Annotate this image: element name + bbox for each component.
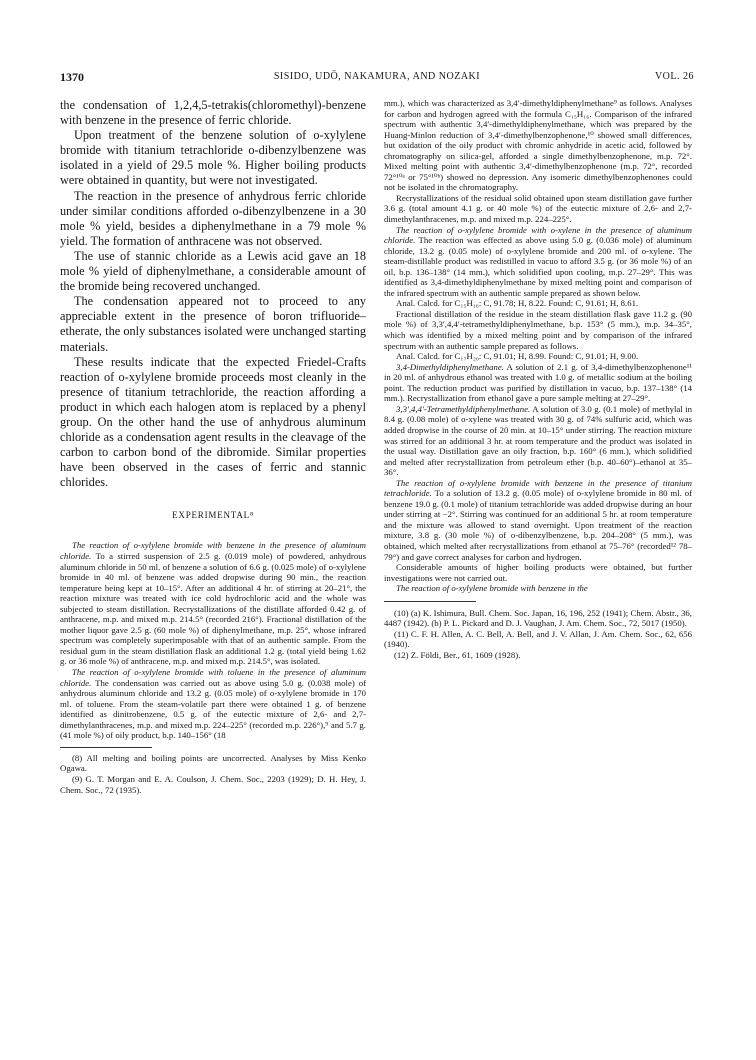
- paragraph-title: The reaction of o-xylylene bromide with benzene in the presence of titanium tetrachloride.: [384, 477, 692, 499]
- footnote: (9) G. T. Morgan and E. A. Coulson, J. Chem. Soc., 2203 (1929); D. H. Hey, J. Chem. Soc., 72 (1935).: [60, 774, 366, 795]
- experimental-paragraph: [384, 583, 692, 594]
- experimental-paragraph: Fractional distillation of the residue in the steam distillation flask gave 11.2 g. (90 mole %) of 3,3′,4,4′-tetramethyldiphenylmethane, b.p. 153° (5 mm.), m.p. 34–35°, which was identified by a mixed melting point and by comparison of the infrared spectrum with an authentic sample prepared as follows.: [384, 308, 692, 351]
- footnote: (11) C. F. H. Allen, A. C. Bell, A. Bell, and J. V. Allan, J. Am. Chem. Soc., 62, 656 (1940).: [384, 628, 692, 650]
- experimental-paragraph: [60, 667, 366, 741]
- page-header: [60, 70, 694, 86]
- footnote: (12) Z. Földi, Ber., 61, 1609 (1928).: [394, 650, 521, 661]
- experimental-paragraph: mm.), which was characterized as 3,4′-dimethyldiphenylmethane⁹ as follows. Analyses for carbon and hydrogen agreed with the formula C₁₅H₁₆. Comparison of the infrared spectrum with authentic 3,4′-dimethyldiphenylmethane, which was prepared by the Huang-Minlon reduction of 3,4′-dimethylbenzophenone,¹⁰ showed small differences, but oxidation of the oily product with chromic anhydride in acetic acid, followed by chromatography on silica-gel, afforded a single dimethylbenzophenone, m.p. 72°. Mixed melting point with authentic 3,4′-dimethylbenzophenone (m.p. 72°, recorded 72°¹⁰ᵃ or 75°¹⁰ᵇ) showed no depression. Any isomeric dimethylbenzophenones could not be isolated in the chromatography.: [384, 98, 692, 193]
- volume-label: VOL. 26: [654, 71, 694, 82]
- paragraph-title: 3,3′,4,4′-Tetramethyldiphenylmethane.: [396, 403, 531, 414]
- paragraph-body: To a stirred suspension of 2.5 g. (0.019 mole) of powdered, anhydrous aluminum chloride in 50 ml. of benzene a solution of 6.6 g. (0.025 mole) of o-xylylene bromide in 40 ml. of benzene was added dropwise during 90 min., the reaction temperature being kept at 10–15°. After an additional 4 hr. of stirring at 20–21°, the reaction mixture was treated with ice cold hydrochloric acid and the whole was subjected to steam distillation. Recrystallizations of the distillate afforded 0.42 g. of anthracene, m.p. and mixed m.p. 214.5° (recorded 216°). Fractional distillation of the mother liquor gave 2.5 g. (60 mole %) of diphenylmethane, m.p. 25°, whose infrared spectrum was completely superimposable with that of an authentic sample. From the residual gum in the steam distillation flask an additional 1.2 g. (total yield being 1.62 g. or 36 mole %) of anthracene, m.p. and mixed m.p. 214.5°, was isolated.: [60, 550, 366, 667]
- paragraph-body: The reaction was effected as above using 5.0 g. (0.036 mole) of aluminum chloride, 13.2 g. (0.05 mole) of o-xylylene bromide and 200 ml. of o-xylene. The steam-distillable product was redistilled in vacuo to afford 3.5 g. (or 36 mole %) of an oil, b.p. 136–138° (14 mm.), which solidified upon cooling, m.p. 27–29°. This was identified as 3,4-dimethyldiphenylmethane by mixed melting point and comparison of the infrared spectrum with an authentic sample prepared as shown below.: [384, 235, 692, 298]
- paragraph: The condensation appeared not to proceed to any appreciable extent in the presence of boron trifluoride–etherate, the only substances isolated were unchanged starting materials.: [60, 294, 366, 354]
- paragraph-title: The reaction of o-xylylene bromide with o-xylene in the presence of aluminum chloride.: [384, 224, 692, 246]
- experimental-paragraph: [60, 540, 366, 667]
- analysis-line: Anal. Calcd. for C₁₇H₂₀: C, 91.01; H, 8.99. Found: C, 91.01; H, 9.00.: [396, 351, 639, 362]
- footnote: (8) All melting and boiling points are uncorrected. Analyses by Miss Kenko Ogawa.: [60, 752, 366, 774]
- paragraph: These results indicate that the expected Friedel-Crafts reaction of o-xylylene bromide proceeds most cleanly in the presence of titanium tetrachloride, the reaction affording a product in which each halogen atom is replaced by a phenyl group. On the other hand the use of anhydrous aluminum chloride as a condensation agent results in the cleavage of the carbon to carbon bond of the dibromide. Similar properties have been observed in the cases of ferric and stannic chlorides.: [60, 354, 366, 490]
- footnote: (10) (a) K. Ishimura, Bull. Chem. Soc. Japan, 16, 196, 252 (1941); Chem. Abstr., 36, 4487 (1942). (b) P. L. Pickard and D. J. Vaughan, J. Am. Chem. Soc., 72, 5017 (1950).: [384, 607, 692, 629]
- running-title: SISIDO, UDŌ, NAKAMURA, AND NOZAKI: [273, 71, 481, 82]
- paragraph-body: A solution of 2.1 g. of 3,4-dimethylbenzophenone¹¹ in 20 ml. of anhydrous ethanol was treated with 1.0 g. of metallic sodium at the boiling point. The reduction product was purified by distillation in vacuo, b.p. 137–138° (14 mm.). Recrystallization from ethanol gave a pure sample melting at 27–29°.: [384, 361, 692, 404]
- page-number: 1370: [60, 70, 84, 84]
- paragraph-title: The reaction of o-xylylene bromide with toluene in the presence of aluminum chloride.: [60, 667, 366, 688]
- paragraph-body: A solution of 3.0 g. (0.1 mole) of methylal in 8.4 g. (0.08 mole) of o-xylene was treated with 30 g. of 74% sulfuric acid, which was added dropwise in the course of 20 min. at 10–15° under stirring. The reaction mixture was stirred for an additional 3 hr. at room temperature and the product was isolated in the usual way. Distillation gave an oily fraction, b.p. 160° (6 mm.), which solidified and melted after recrystallization from petroleum ether (b.p. 40–60°)–ethanol at 35–36°.: [384, 403, 692, 478]
- experimental-paragraph: [384, 478, 692, 562]
- paragraph-title: The reaction of o-xylylene bromide with benzene in the presence of aluminum chloride.: [60, 540, 366, 561]
- experimental-paragraph: [384, 225, 692, 299]
- experimental-paragraph: [384, 362, 692, 404]
- paragraph: Upon treatment of the benzene solution of o-xylylene bromide with titanium tetrachloride o-dibenzylbenzene was isolated in a yield of 29.5 mole %. Higher boiling products were obtained in quantity, but were not investigated.: [60, 128, 366, 188]
- paragraph-title: 3,4-Dimethyldiphenylmethane.: [396, 361, 504, 372]
- left-column: [60, 98, 366, 795]
- experimental-paragraph: [384, 404, 692, 478]
- paragraph: The use of stannic chloride as a Lewis acid gave an 18 mole % yield of diphenylmethane, a considerable amount of the bromide being recovered unchanged.: [60, 248, 366, 294]
- paragraph: The reaction in the presence of anhydrous ferric chloride under similar conditions afforded o-dibenzylbenzene in a 30 mole % yield, besides a diphenylmethane in a 79 mole % yield. The formation of anthracene was not observed.: [60, 188, 366, 248]
- experimental-paragraph: Recrystallizations of the residual solid obtained upon steam distillation gave further 3.6 g. (total amount 4.1 g. or 40 mole %) of the eutectic mixture of 2,6- and 2,7-dimethylanthracenes, m.p. and mixed m.p. 224–225°.: [384, 192, 692, 225]
- experimental-paragraph: Considerable amounts of higher boiling products were obtained, but further investigations were not carried out.: [384, 562, 692, 583]
- footnote-rule: [384, 601, 476, 602]
- footnote-rule: [60, 747, 152, 748]
- section-heading: EXPERIMENTAL⁸: [172, 510, 254, 521]
- paragraph: the condensation of 1,2,4,5-tetrakis(chloromethyl)-benzene with benzene in the presence of ferric chloride.: [60, 98, 366, 128]
- right-column: [384, 98, 692, 661]
- analysis-line: Anal. Calcd. for C₁₅H₁₆: C, 91.78; H, 8.22. Found: C, 91.61; H, 8.61.: [396, 298, 639, 309]
- paragraph-body: The condensation was carried out as above using 5.0 g. (0.038 mole) of anhydrous aluminum chloride and 13.2 g. (0.05 mole) of o-xylylene bromide in 170 ml. of toluene. From the steam-volatile part there were obtained 1 g. of benzene identified as dinitrobenzene, 0.5 g. of the eutectic mixture of 2,6- and 2,7-dimethylanthracenes, m.p. and mixed m.p. 224–225° (recorded m.p. 226°),⁹ and 5.7 g. (41 mole %) of oily product, b.p. 140–156° (18: [60, 677, 366, 741]
- paragraph-body: To a solution of 13.2 g. (0.05 mole) of o-xylylene bromide in 80 ml. of benzene 19.0 g. (0.1 mole) of titanium tetrachloride was added dropwise during an hour under stirring at −2°. Stirring was continued for an additional 5 hr. at room temperature and the mixture was allowed to stand overnight. Upon treatment of the reaction mixture, 3.8 g. (30 mole %) of o-dibenzylbenzene, b.p. 204–208° (5 mm.), was obtained, which melted after recrystallizations from ethanol at 75–76° (recorded¹² 78–79°) and gave correct analyses for carbon and hydrogen.: [384, 488, 692, 562]
- paragraph-title: The reaction of o-xylylene bromide with benzene in the: [396, 583, 588, 594]
